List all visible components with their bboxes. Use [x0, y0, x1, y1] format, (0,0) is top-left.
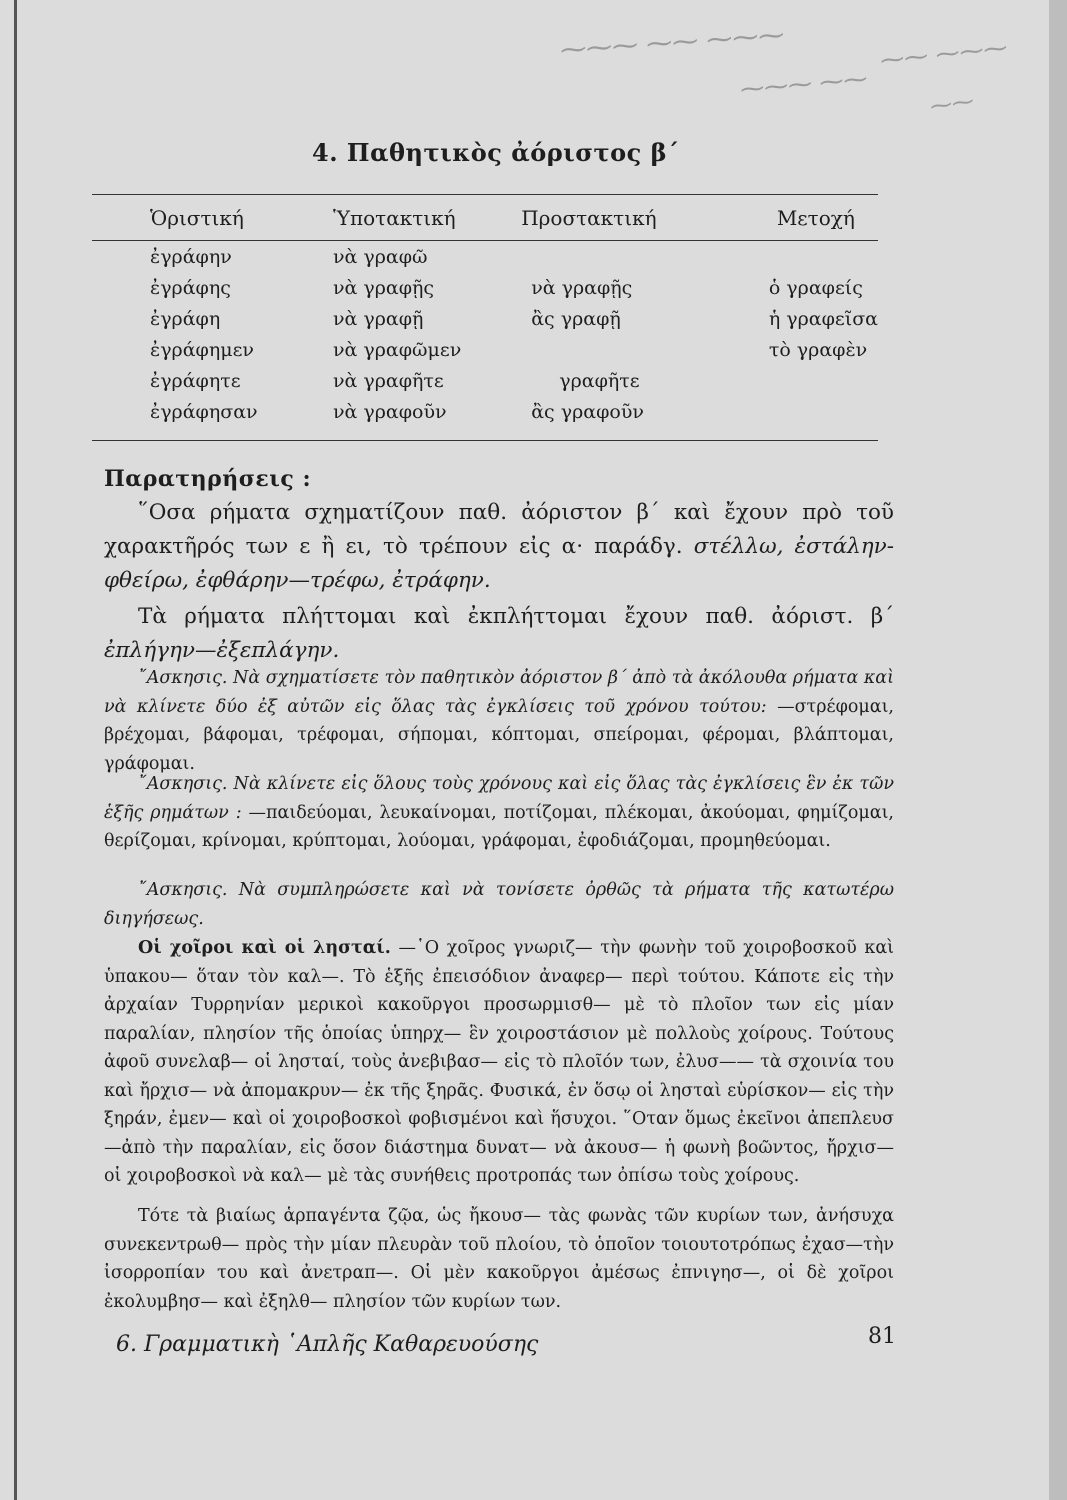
table-cell: νὰ γραφῶ [332, 246, 428, 268]
table-cell: νὰ γραφῆτε [332, 370, 444, 392]
table-cell [747, 240, 878, 277]
column-header: Ὑποτακτική [332, 206, 456, 230]
table-cell [501, 240, 747, 277]
table-row [92, 277, 878, 308]
exercise-word-list: —στρέφομαι, βρέχομαι, βάφομαι, τρέφομαι, σήπομαι, κόπτομαι, σπείρομαι, φέρομαι, βλάπτομαι, γράφομαι. [104, 696, 894, 774]
table-cell: ἂς γραφοῦν [531, 401, 644, 423]
observation-paragraph [104, 496, 894, 598]
table-row [92, 240, 878, 277]
column-header: Προστακτική [521, 206, 657, 230]
observation-examples: ἐπλήγην—ἐξεπλάγην. [104, 638, 340, 663]
column-header: Ὁριστική [150, 206, 244, 230]
story-text: —῾Ο χοῖρος γνωριζ— τὴν φωνὴν τοῦ χοιροβοσκοῦ καὶ ὑπακου— ὅταν τὸν καλ—. Τὸ ἑξῆς ἐπεισόδιον ἀναφερ— περὶ τούτου. Κάποτε εἰς τὴν ἀρχαίαν Τυρρηνίαν μερικοὶ κακοῦργοι προσωρμισθ— μὲ τὸ πλοῖον των εἰς μίαν παραλίαν, πλησίον τῆς ὁποίας ὑπηρχ— ἓν χοιροστάσιον μὲ πολλοὺς χοίρους. Τούτους ἀφοῦ συνελαβ— οἱ λησταί, τοὺς ἀνεβιβασ— εἰς τὸ πλοῖόν των, ἐλυσ—— τὰ σχοινία του καὶ ἤρχισ— νὰ ἀπομακρυν— ἐκ τῆς ξηρᾶς. Φυσικά, ἐν ὅσῳ οἱ λησταὶ εὑρίσκον— εἰς τὴν ξηράν, ἐμεν— καὶ οἱ χοιροβοσκοὶ φοβισμένοι καὶ ἥσυχοι. ῞Οταν ὅμως ἐκεῖνοι ἀπεπλευσ—ἀπὸ τὴν παραλίαν, εἰς ὅσον διάστημα δυνατ— νὰ ἀκουσ— ἡ φωνὴ βοῶντος, ἤρχισ— οἱ χοιροβοσκοὶ νὰ καλ— μὲ τὰς συνήθεις προτροπάς των ὀπίσω τοὺς χοίρους. [104, 938, 894, 1186]
observation-text: Τὰ ρήματα πλήττομαι καὶ ἐκπλήττομαι ἔχουν παθ. ἀόριστ. β΄ [138, 604, 894, 629]
page-edge-shadow [1049, 0, 1067, 1500]
table-cell: νὰ γραφῶμεν [332, 339, 462, 361]
exercise-instruction: ῎Ασκησις. Νὰ κλίνετε εἰς ὅλους τοὺς χρόνους καὶ εἰς ὅλας τὰς ἐγκλίσεις ἓν ἐκ τῶν ἑξῆς ρημάτων : [104, 774, 894, 823]
table-cell [501, 339, 747, 370]
section-title: 4. Παθητικὸς ἀόριστος β΄ [312, 138, 680, 167]
exercise-1 [104, 664, 894, 778]
observations-heading: Παρατηρήσεις : [104, 466, 312, 492]
binding-edge [14, 0, 17, 1500]
table-cell: ἐγράφημεν [150, 339, 254, 361]
exercise-word-list: —παιδεύομαι, λευκαίνομαι, ποτίζομαι, πλέκομαι, ἀκούομαι, φημίζομαι, θερίζομαι, κρίνομαι, κρύπτομαι, λούομαι, γράφομαι, ἐφοδιάζομαι, προμηθεύομαι. [104, 802, 894, 851]
table-row [92, 339, 878, 370]
table-top-rule [92, 194, 878, 195]
table-cell: ἂς γραφῇ [531, 308, 621, 330]
table-cell: γραφῆτε [559, 370, 640, 392]
table-row [92, 370, 878, 401]
story-paragraph [104, 934, 894, 1191]
exercise-2 [104, 770, 894, 856]
bleed-through-handwriting: ⁓⁓⁓ ⁓⁓ [739, 64, 869, 104]
observation-paragraph [104, 600, 894, 668]
table-header-row [92, 196, 878, 240]
table-cell: νὰ γραφοῦν [332, 401, 447, 423]
table-cell: ἐγράφης [150, 277, 231, 299]
exercise-3 [104, 876, 894, 933]
table-cell: ἐγράφητε [150, 370, 241, 392]
conjugation-table [92, 196, 878, 432]
table-cell: νὰ γραφῇς [332, 277, 435, 299]
story-title: Οἱ χοῖροι καὶ οἱ λησταί. [138, 938, 391, 958]
table-cell: ὁ γραφείς [768, 277, 863, 299]
table-cell: ἐγράφησαν [150, 401, 258, 423]
column-header: Μετοχή [776, 206, 855, 230]
table-cell: τὸ γραφὲν [768, 339, 868, 361]
observation-text: ῞Οσα ρήματα σχηματίζουν παθ. ἀόριστον β΄ καὶ ἔχουν πρὸ τοῦ χαρακτῆρός των ε ἢ ει, τὸ τρέπουν εἰς α· παράδγ. [104, 500, 894, 559]
table-cell: νὰ γραφῇ [332, 308, 424, 330]
table-row [92, 401, 878, 432]
table-bottom-rule [92, 440, 878, 441]
exercise-instruction: ῎Ασκησις. Νὰ συμπληρώσετε καὶ νὰ τονίσετε ὀρθῶς τὰ ρήματα τῆς κατωτέρω διηγήσεως. [104, 880, 894, 929]
table-cell: ἐγράφην [150, 246, 232, 268]
page-number: 81 [868, 1324, 896, 1349]
table-cell: ἡ γραφεῖσα [768, 308, 878, 330]
bleed-through-handwriting: ⁓⁓⁓ ⁓⁓ ⁓⁓⁓ [559, 20, 786, 66]
observation-examples: στέλλω, ἐστάλην- φθείρω, ἐφθάρην—τρέφω, ἐτράφην. [104, 534, 895, 593]
footer-signature: 6. Γραμματικὴ ῾Απλῆς Καθαρευούσης [116, 1332, 539, 1357]
story-text: Τότε τὰ βιαίως ἁρπαγέντα ζῷα, ὡς ἤκουσ— τὰς φωνὰς τῶν κυρίων των, ἀνήσυχα συνεκεντρωθ— πρὸς τὴν μίαν πλευρὰν τοῦ πλοίου, τὸ ὁποῖον τοιουτοτρόπως ἐχασ—τὴν ἰσορροπίαν του καὶ ἀνετραπ—. Οἱ μὲν κακοῦργοι ἀμέσως ἐπνιγησ—, οἱ δὲ χοῖροι ἐκολυμβησ— καὶ ἐξηλθ— πλησίον τῶν κυρίων των. [104, 1206, 894, 1312]
bleed-through-handwriting: ⁓⁓ [928, 89, 976, 120]
bleed-through-handwriting: ⁓⁓ ⁓⁓⁓ [878, 33, 1009, 75]
story-paragraph [104, 1202, 894, 1316]
table-cell [747, 370, 878, 401]
table-cell: νὰ γραφῇς [531, 277, 633, 299]
table-row [92, 308, 878, 339]
table-cell: ἐγράφη [150, 308, 221, 330]
exercise-instruction: ῎Ασκησις. Νὰ σχηματίσετε τὸν παθητικὸν ἀόριστον β΄ ἀπὸ τὰ ἀκόλουθα ρήματα καὶ νὰ κλίνετε δύο ἐξ αὐτῶν εἰς ὅλας τὰς ἐγκλίσεις τοῦ χρόνου τούτου: [104, 668, 894, 717]
table-cell [747, 401, 878, 432]
